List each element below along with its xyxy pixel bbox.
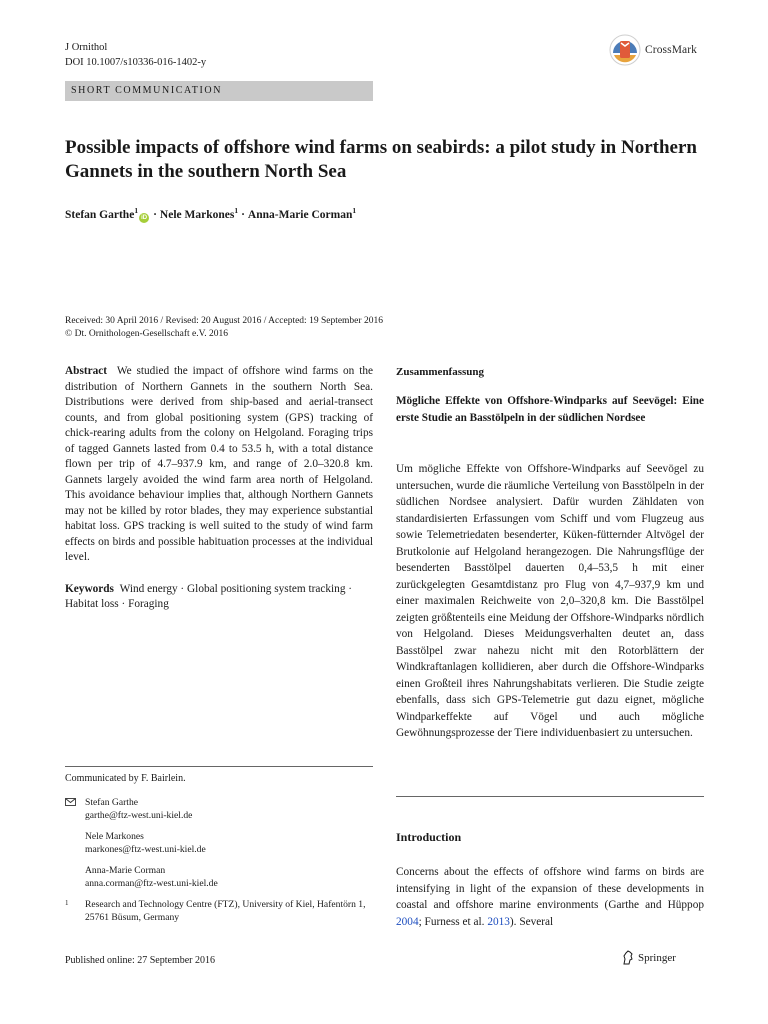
copyright: © Dt. Ornithologen-Gesellschaft e.V. 2016	[65, 329, 228, 339]
abstract	[65, 364, 373, 566]
introduction-text-part: ; Furness et al.	[418, 915, 488, 928]
received-dates: Received: 30 April 2016 / Revised: 20 August 2016 / Accepted: 19 September 2016	[65, 316, 383, 326]
doi: DOI 10.1007/s10336-016-1402-y	[65, 57, 207, 68]
publisher-logo	[622, 950, 676, 965]
keywords-label: Keywords	[65, 582, 114, 595]
introduction-heading: Introduction	[396, 830, 462, 844]
author-name[interactable]: Anna-Marie Corman	[247, 209, 353, 221]
contact-email[interactable]: markones@ftz-west.uni-kiel.de	[85, 844, 206, 855]
zusammenfassung-heading: Zusammenfassung	[396, 366, 485, 378]
contact-name: Nele Markones	[85, 831, 144, 842]
contact-name: Anna-Marie Corman	[85, 865, 166, 876]
introduction-text-part: ). Several	[509, 915, 554, 928]
affiliation-number: 1	[65, 899, 69, 907]
author-name[interactable]: Stefan Garthe	[65, 209, 135, 221]
zusammenfassung-subtitle: Mögliche Effekte von Offshore-Windparks auf Seevögel: Eine erste Studie an Basstölpeln in der südlichen Nordsee	[396, 395, 704, 424]
author-separator: ·	[153, 209, 157, 221]
contact-entry	[65, 830, 373, 856]
crossmark-label: CrossMark	[645, 44, 698, 56]
section-banner: SHORT COMMUNICATION	[65, 81, 373, 101]
section-divider	[396, 796, 704, 797]
publisher-name: Springer	[638, 951, 676, 964]
keywords	[65, 582, 373, 613]
springer-horse-icon	[622, 950, 634, 965]
affiliation-text: Research and Technology Centre (FTZ), University of Kiel, Hafentörn 1, 25761 Büsum, Germany	[85, 899, 366, 923]
citation-link[interactable]: 2013	[487, 915, 510, 928]
journal-name: J Ornithol	[65, 42, 108, 53]
affiliation	[65, 898, 373, 924]
contact-entry	[65, 864, 373, 890]
crossmark-badge[interactable]	[609, 33, 697, 67]
author-affiliation-marker: 1	[134, 206, 139, 215]
introduction-text-part: Concerns about the effects of offshore wind farms on birds are intensifying in light of the expansion of these developments in coastal and offshore marine environments (Garthe and Hüppop	[396, 866, 704, 911]
introduction-text	[396, 864, 704, 930]
published-online: Published online: 27 September 2016	[65, 955, 215, 966]
article-title: Possible impacts of offshore wind farms on seabirds: a pilot study in Northern Gannets in the southern North Sea	[65, 137, 697, 182]
contact-name: Stefan Garthe	[85, 797, 139, 808]
author-list	[65, 203, 356, 223]
citation-link[interactable]: 2004	[396, 915, 419, 928]
article-history	[65, 315, 705, 341]
crossmark-icon	[609, 34, 641, 66]
footnote-divider	[65, 766, 373, 767]
corresponding-contacts	[65, 796, 373, 924]
abstract-text: We studied the impact of offshore wind farms on the distribution of Northern Gannets in the southern North Sea. Distributions were derived from ship-based and aerial-transect counts, and from global positioning system (GPS) tracking of chick-rearing adults from the colony on Helgoland. Foraging trips of tagged Gannets lasted from 0.4 to 53.5 h, with a total distance flown per trip of 4.7–937.9 km, and range of 2.0–320.8 km. Gannets largely avoided the wind farm area north of Helgoland. This avoidance behaviour implies that, although Northern Gannets may not be killed by rotor blades, they may experience substantial habitat loss. GPS tracking is well suited to the study of wind farm effects on birds and possible habituation processes at the individual level.	[65, 365, 373, 563]
contact-email[interactable]: anna.corman@ftz-west.uni-kiel.de	[85, 878, 218, 889]
author-affiliation-marker: 1	[352, 206, 357, 215]
author-name[interactable]: Nele Markones	[159, 209, 235, 221]
abstract-label: Abstract	[65, 365, 108, 377]
contact-entry	[65, 796, 373, 822]
envelope-icon	[65, 798, 76, 806]
contact-email[interactable]: garthe@ftz-west.uni-kiel.de	[85, 810, 193, 821]
communicated-by: Communicated by F. Bairlein.	[65, 773, 186, 784]
keywords-text: Wind energy · Global positioning system tracking · Habitat loss · Foraging	[65, 582, 353, 610]
author-separator: ·	[241, 209, 245, 221]
author-affiliation-marker: 1	[234, 206, 239, 215]
zusammenfassung-text: Um mögliche Effekte von Offshore-Windparks auf Seevögel zu untersuchen, wurde die räumliche Verteilung von Basstölpeln in der südlichen Nordsee analysiert. Dafür wurden Zähldaten von standardisierten Erfassungen vom Schiff und vom Flugzeug aus sowie Telemetriedaten besenderter, Küken-fütternder Altvögel der Brutkolonie auf Helgoland herangezogen. Die Nahrungsflüge der besenderten Basstölpel dauerten 0,4–53,5 h mit einer zurückgelegten Gesamtdistanz pro Flug von 4,7–937,9 km und einer maximalen Reichweite von 2,0–320,8 km. Die Basstölpel zeigten größtenteils eine Meidung der Offshore-Windparks nördlich von Helgoland. Dieses Meidungsverhalten deutet an, dass Basstölpel zwar nahezu nicht mit den Rotorblättern der Windkraftanlagen kollidieren, aber durch die Offshore-Windparks einen Großteil ihres Nahrungshabitats verlieren. Die Studie zeigte ebenfalls, dass sich GPS-Telemetrie gut dazu eignet, mögliche Windparkeffekte auf Vögel und auch mögliche Gewöhnungsprozesse der Tiere individuenbasiert zu untersuchen.	[396, 463, 704, 739]
abstract-column	[65, 364, 373, 613]
orcid-icon[interactable]: iD	[141, 215, 148, 221]
